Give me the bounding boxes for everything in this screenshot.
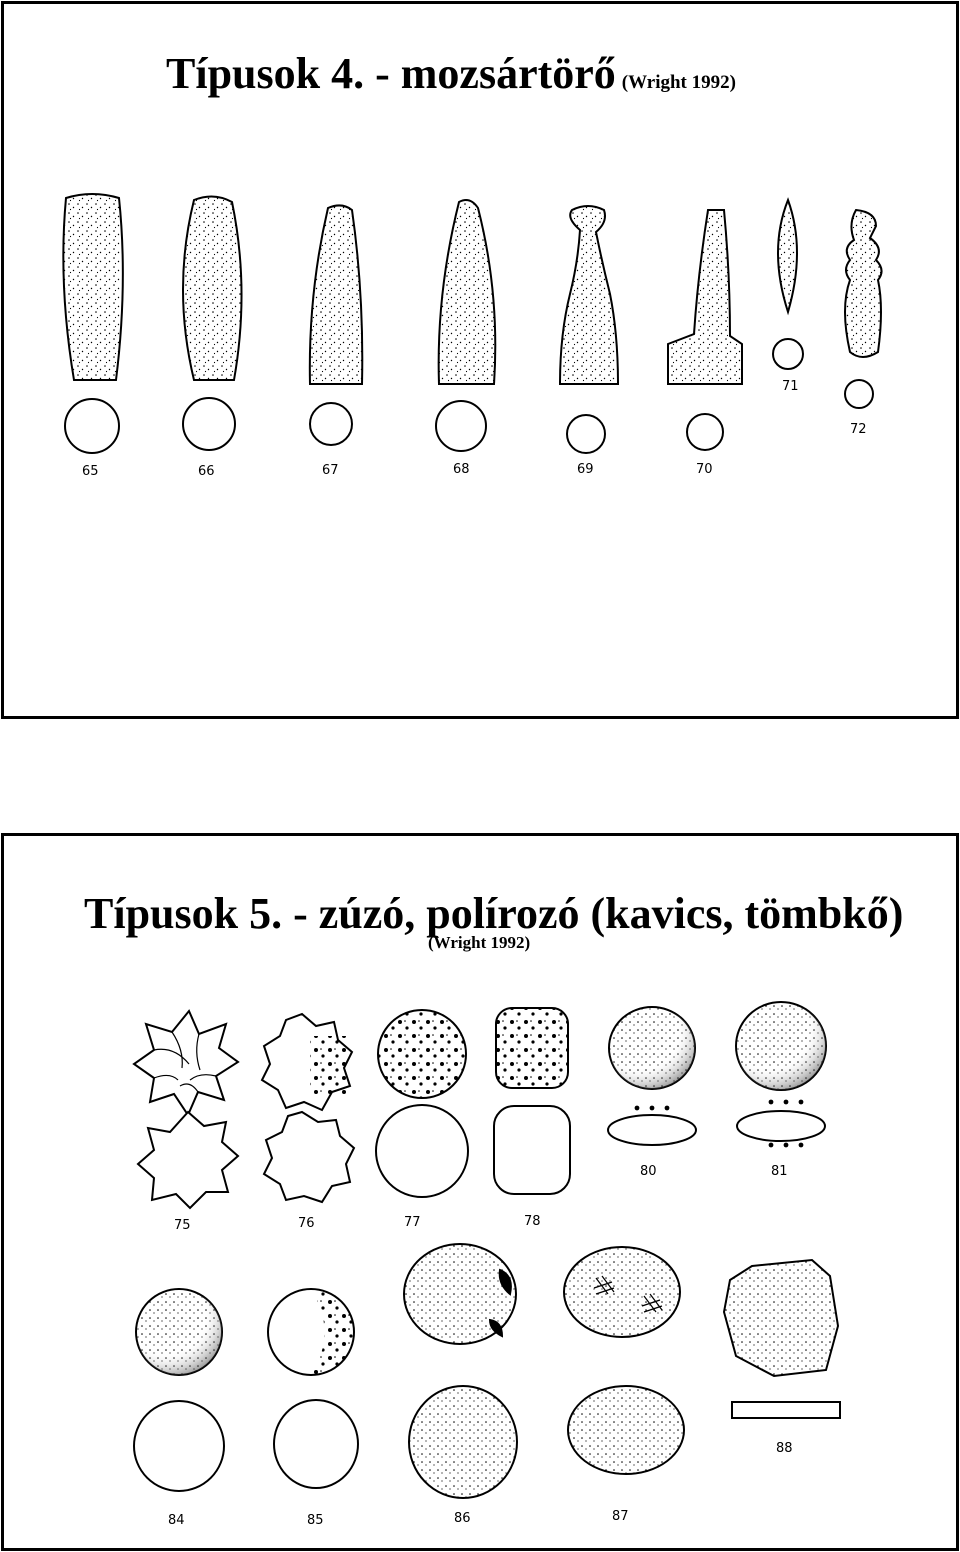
section-77	[376, 1105, 468, 1197]
label-71: 71	[782, 379, 799, 394]
hammerstone-87	[564, 1247, 680, 1337]
label-68: 68	[453, 462, 470, 477]
label-84: 84	[168, 1513, 185, 1528]
section-72	[845, 380, 873, 408]
label-69: 69	[577, 462, 594, 477]
row1-drawings	[134, 1002, 826, 1115]
section-81	[737, 1111, 825, 1141]
section-76	[264, 1112, 354, 1202]
row2-sections	[134, 1386, 840, 1498]
pestle-65	[63, 194, 123, 380]
row2-drawings	[136, 1244, 838, 1376]
label-85: 85	[307, 1513, 324, 1528]
section-71	[773, 339, 803, 369]
slide1-title-cite: (Wright 1992)	[621, 72, 736, 93]
label-81: 81	[771, 1164, 788, 1179]
label-86: 86	[454, 1511, 471, 1526]
hammerstone-75	[134, 1011, 238, 1115]
section-69	[567, 415, 605, 453]
label-87: 87	[612, 1509, 629, 1524]
pestle-drawings	[63, 194, 881, 384]
section-68	[436, 401, 486, 451]
hammerstone-78	[496, 1008, 568, 1088]
section-66	[183, 398, 235, 450]
label-70: 70	[696, 462, 713, 477]
pestle-plate	[4, 4, 956, 716]
hammerstone-77	[378, 1010, 466, 1098]
section-78	[494, 1106, 570, 1194]
section-80	[608, 1115, 696, 1145]
slide2-title-cite: (Wright 1992)	[428, 933, 531, 952]
pestle-72	[845, 210, 882, 357]
label-78: 78	[524, 1214, 541, 1229]
pestle-66	[183, 196, 242, 380]
pestle-71	[778, 200, 797, 312]
label-88: 88	[776, 1441, 793, 1456]
section-67	[310, 403, 352, 445]
section-70	[687, 414, 723, 450]
pestle-68	[439, 200, 496, 384]
slide2-title: Típusok 5. - zúzó, polírozó (kavics, tömbkő)	[84, 889, 904, 938]
section-84	[134, 1401, 224, 1491]
hammerstone-88	[724, 1260, 838, 1376]
label-72: 72	[850, 422, 867, 437]
section-85	[274, 1400, 358, 1488]
label-67: 67	[322, 463, 339, 478]
section-88	[732, 1402, 840, 1418]
label-76: 76	[298, 1216, 315, 1231]
label-80: 80	[640, 1164, 657, 1179]
row1-sections	[138, 1105, 825, 1208]
section-86	[409, 1386, 517, 1498]
label-75: 75	[174, 1218, 191, 1233]
label-66: 66	[198, 464, 215, 479]
section-75	[138, 1112, 238, 1208]
section-87	[568, 1386, 684, 1474]
pestle-69	[560, 206, 618, 384]
slide-hammerstones	[1, 833, 959, 1551]
section-65	[65, 399, 119, 453]
pestle-67	[310, 205, 362, 384]
slide-pestles	[1, 1, 959, 719]
label-65: 65	[82, 464, 99, 479]
label-77: 77	[404, 1215, 421, 1230]
hammerstone-plate	[4, 836, 956, 1548]
pestle-70	[668, 210, 742, 384]
slide1-title-main: Típusok 4. - mozsártörő	[166, 49, 616, 98]
